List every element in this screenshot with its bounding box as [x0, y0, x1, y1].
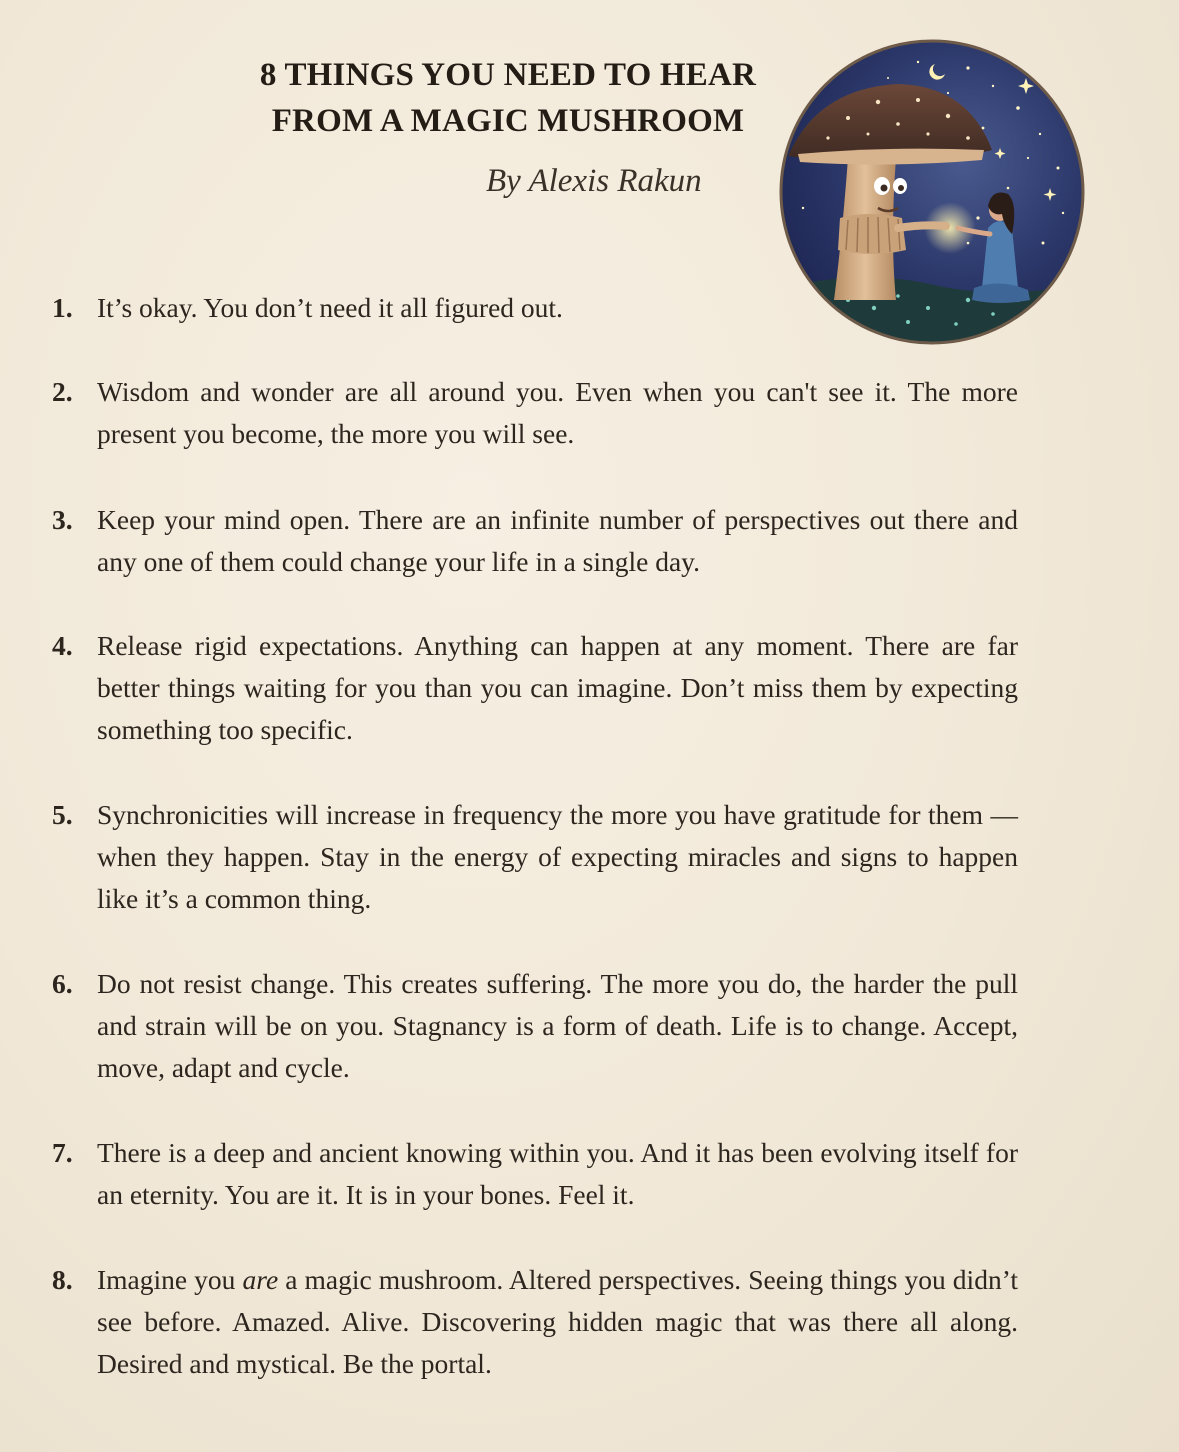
list-item — [52, 371, 1018, 455]
list-item — [52, 1132, 1018, 1216]
list-item-number: 2. — [52, 376, 73, 407]
list-item-text-end: a magic mushroom. Altered perspectives. Seeing things you didn’t see before. Amazed. Alive. Discovering hidden magic that was there all along. Desired and mystical. Be the portal. — [97, 1264, 1019, 1379]
list-item — [52, 625, 1018, 751]
list-item-number: 5. — [52, 799, 73, 830]
title-line-2: FROM A MAGIC MUSHROOM — [271, 103, 745, 139]
list-item — [52, 794, 1018, 920]
list-item-number: 7. — [52, 1137, 73, 1168]
list-item-text: There is a deep and ancient knowing within you. And it has been evolving itself for an eternity. You are it. It is in your bones. Feel it. — [97, 1137, 1018, 1210]
list-item-text: Wisdom and wonder are all around you. Even when you can't see it. The more present you become, the more you will see. — [97, 376, 1018, 449]
list-item-number: 4. — [52, 630, 73, 661]
list-item-text: It’s okay. You don’t need it all figured out. — [97, 292, 563, 323]
list-item-number: 1. — [52, 292, 73, 323]
list-item — [52, 499, 1018, 583]
list-item-number: 3. — [52, 504, 73, 535]
list-item-text: Synchronicities will increase in frequency the more you have gratitude for them — when they happen. Stay in the energy of expecting miracles and signs to happen like it’s a common thing. — [97, 799, 1018, 914]
list-item-number: 8. — [52, 1264, 73, 1295]
list-item-text: Keep your mind open. There are an infinite number of perspectives out there and any one of them could change your life in a single day. — [97, 504, 1018, 577]
list-item-text-start: Imagine you — [97, 1264, 243, 1295]
list-item-text: Do not resist change. This creates suffering. The more you do, the harder the pull and strain will be on you. Stagnancy is a form of death. Life is to change. Accept, move, adapt and cycle. — [97, 968, 1018, 1083]
list-item — [52, 1259, 1018, 1385]
byline: By Alexis Rakun — [486, 163, 702, 199]
title-line-1: 8 THINGS YOU NEED TO HEAR — [259, 57, 757, 93]
list-item-number: 6. — [52, 968, 73, 999]
list-item-text: Release rigid expectations. Anything can happen at any moment. There are far better things waiting for you than you can imagine. Don’t miss them by expecting something too specific. — [97, 630, 1018, 745]
list-item-text — [97, 1259, 1018, 1385]
list-item — [52, 287, 1018, 329]
list-item — [52, 963, 1018, 1089]
list-item-text-emphasis: are — [242, 1264, 279, 1295]
